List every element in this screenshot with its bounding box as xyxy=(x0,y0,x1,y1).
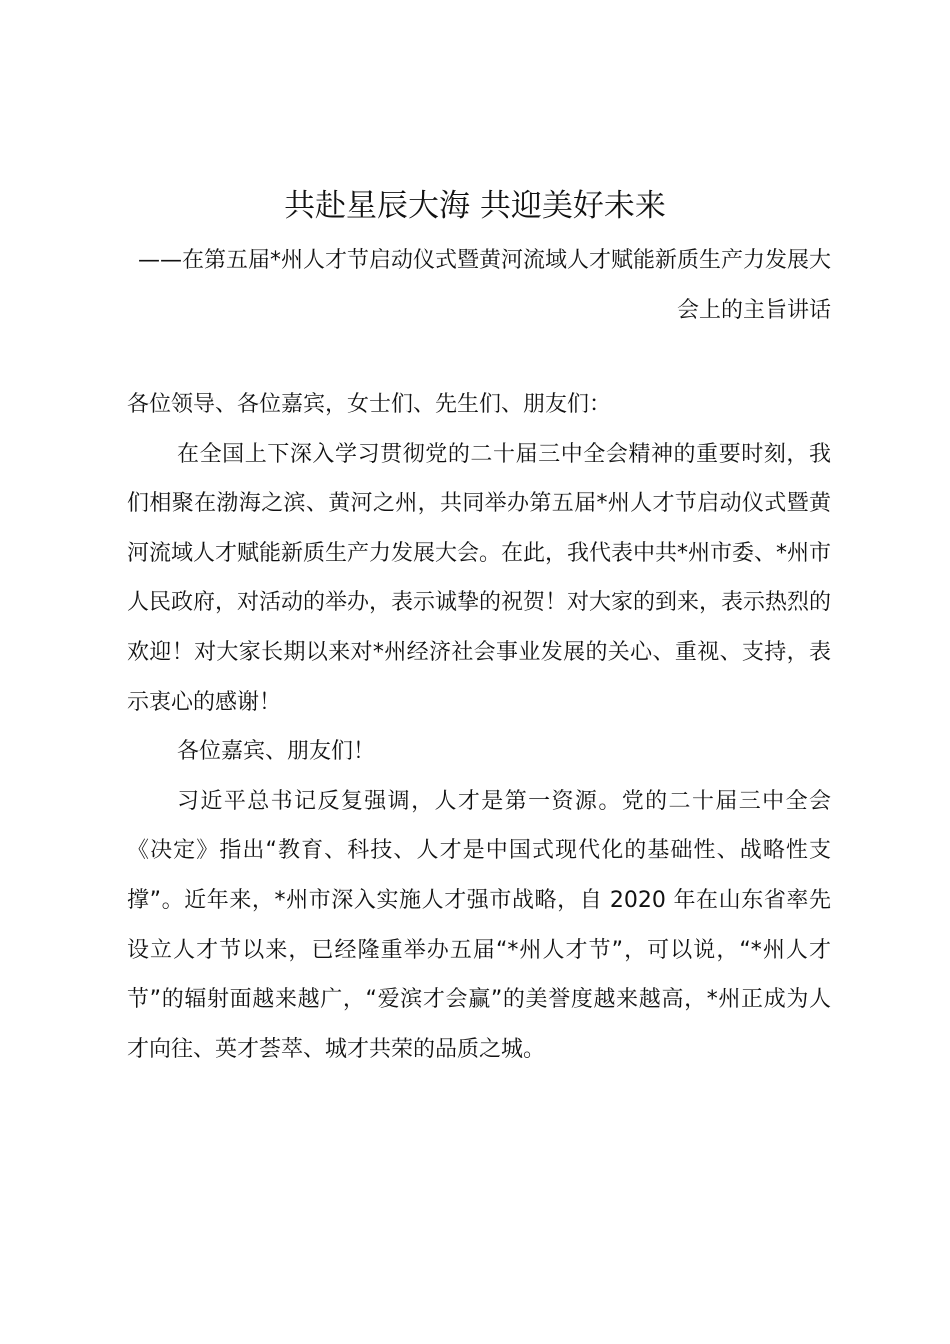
document-title: 共赴星辰大海 共迎美好未来 xyxy=(284,188,666,224)
body-paragraph: 习近平总书记反复强调，人才是第一资源。党的二十届三中全会《决定》指出“教育、科技、人才是中国式现代化的基础性、战略性支撑”。近年来，*州市深入实施人才强市战略，自 2020 年在山东省率先设立人才节以来，已经隆重举办五届“*州人才节”，可以说，“*州人才节”的辐射面越来越广，“爱滨才会赢”的美誉度越来越高，*州正成为人才向往、英才荟萃、城才共荣的品质之城。 xyxy=(127,788,831,1062)
body-paragraph: 在全国上下深入学习贯彻党的二十届三中全会精神的重要时刻，我们相聚在渤海之滨、黄河之州，共同举办第五届*州人才节启动仪式暨黄河流域人才赋能新质生产力发展大会。在此，我代表中共*州市委、*州市人民政府，对活动的举办，表示诚挚的祝贺！对大家的到来，表示热烈的欢迎！对大家长期以来对*州经济社会事业发展的关心、重视、支持，表示衷心的感谢！ xyxy=(127,441,832,715)
document-subtitle: ——在第五届*州人才节启动仪式暨黄河流域人才赋能新质生产力发展大会上的主旨讲话 xyxy=(137,248,831,323)
greeting-paragraph: 各位嘉宾、朋友们！ xyxy=(177,739,376,765)
salutation-paragraph: 各位领导、各位嘉宾，女士们、先生们、朋友们： xyxy=(127,392,612,417)
document-body xyxy=(127,380,831,1074)
